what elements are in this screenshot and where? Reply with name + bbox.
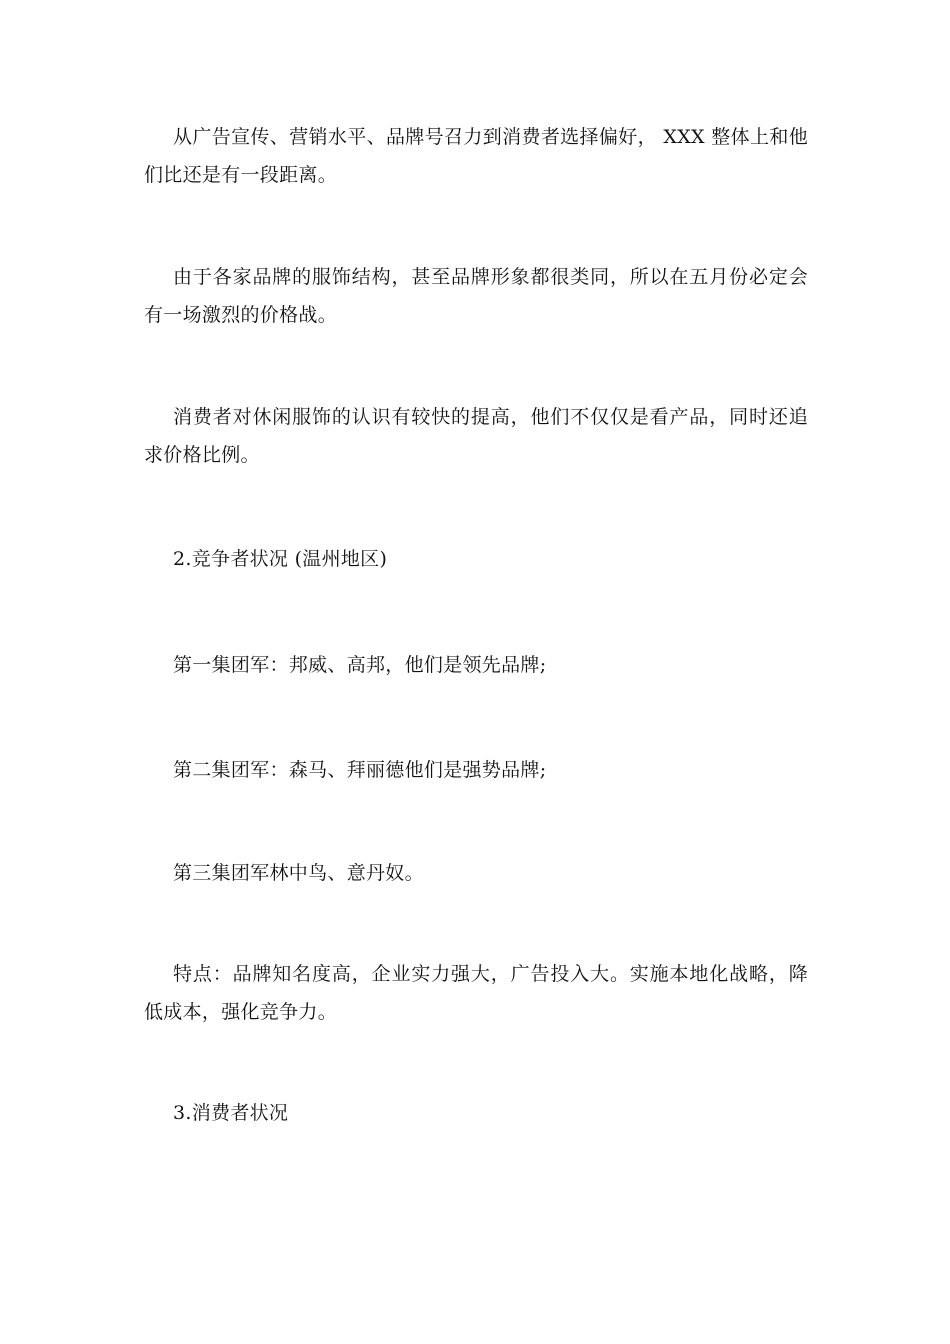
paragraph-price-war: 由于各家品牌的服饰结构，甚至品牌形象都很类同，所以在五月份必定会有一场激烈的价格战。: [144, 266, 808, 326]
paragraph-third-group: 第三集团军林中鸟、意丹奴。: [173, 862, 424, 884]
section-heading-competitors: 2.竞争者状况 (温州地区): [173, 548, 388, 570]
section-heading-consumers: 3.消费者状况: [173, 1102, 289, 1124]
paragraph-first-group: 第一集团军：邦威、高邦，他们是领先品牌;: [173, 654, 547, 676]
paragraph-second-group: 第二集团军：森马、拜丽德他们是强势品牌;: [173, 759, 547, 781]
paragraph-characteristics: 特点：品牌知名度高，企业实力强大，广告投入大。实施本地化战略，降低成本，强化竞争力。: [144, 963, 808, 1023]
paragraph-brand-gap: 从广告宣传、营销水平、品牌号召力到消费者选择偏好， XXX 整体上和他们比还是有一段距离。: [144, 126, 808, 186]
paragraph-consumer-awareness: 消费者对休闲服饰的认识有较快的提高，他们不仅仅是看产品，同时还追求价格比例。: [144, 406, 808, 466]
